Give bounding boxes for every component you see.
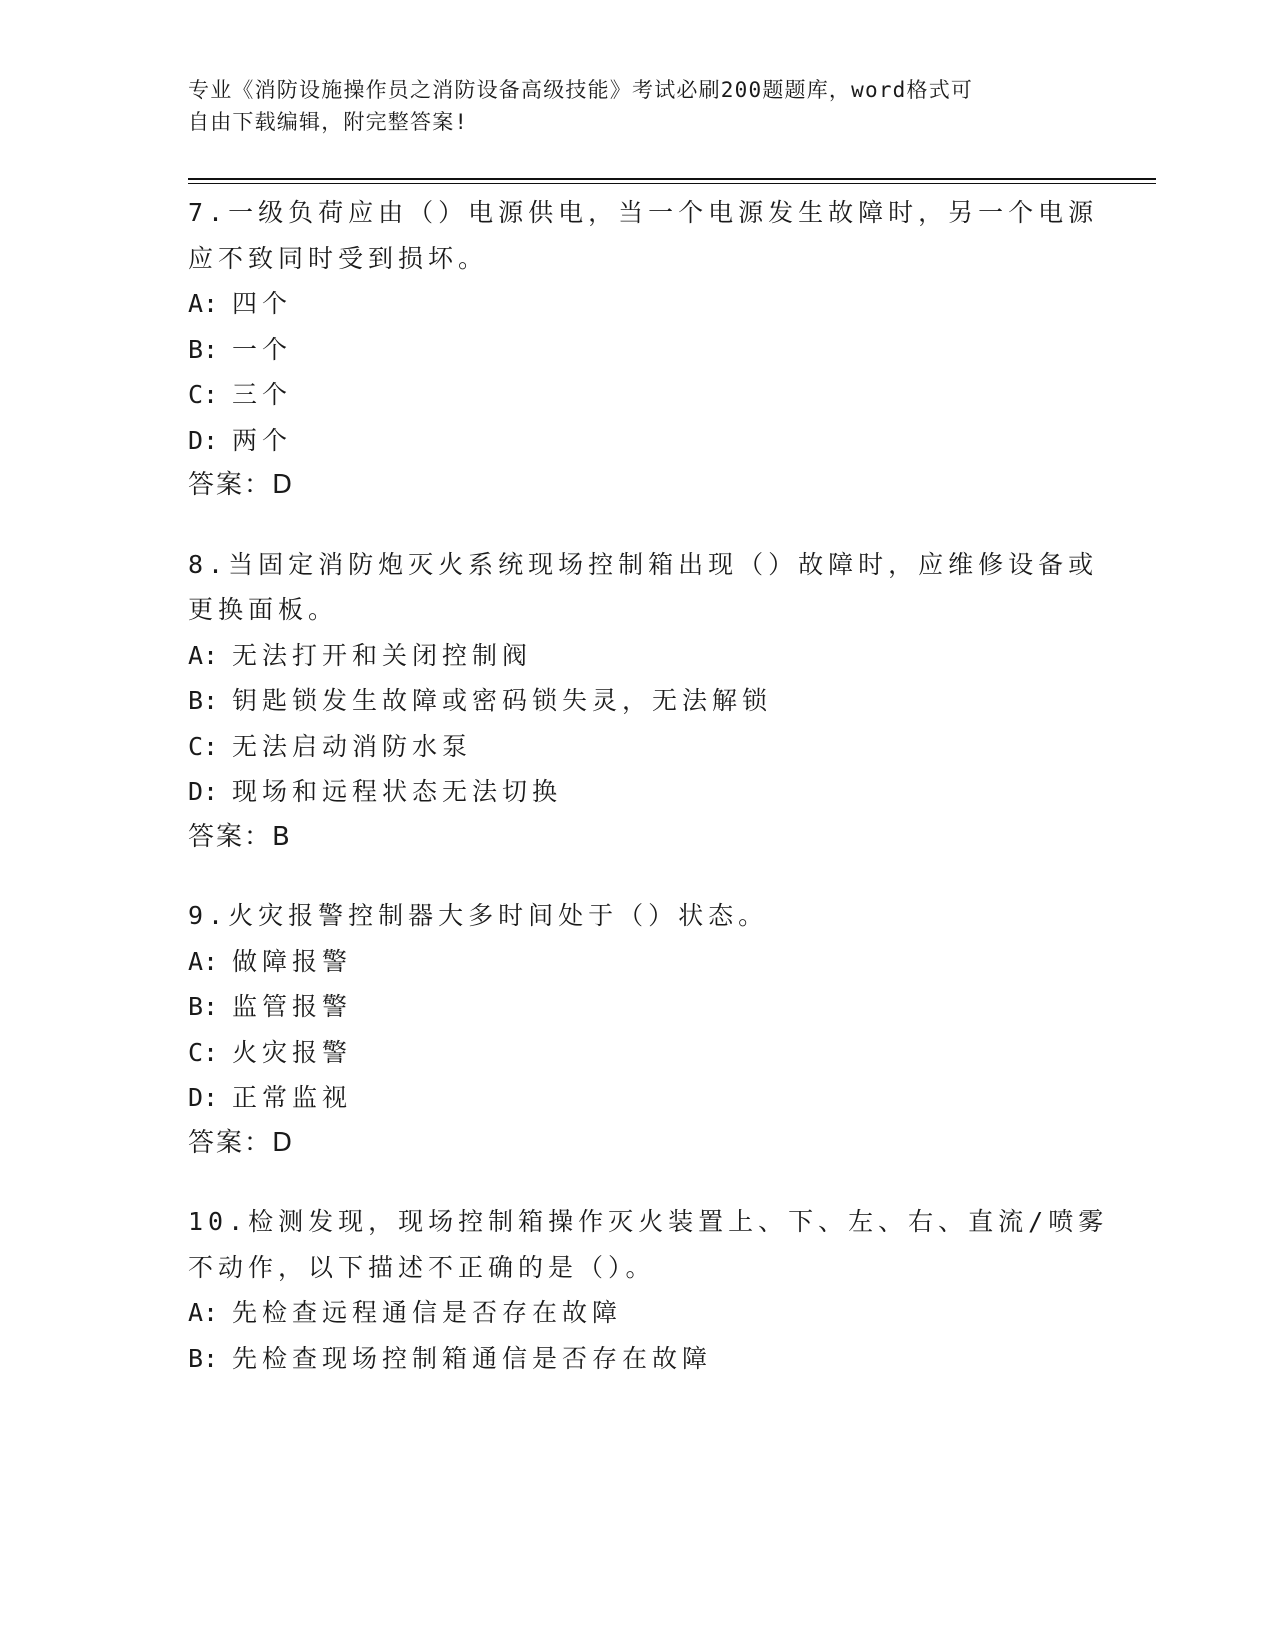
option-text: 四个 <box>232 289 293 318</box>
option-text: 火灾报警 <box>232 1037 353 1067</box>
option-key: B: <box>188 992 219 1021</box>
option-c <box>188 1030 1068 1076</box>
question-stem-line: 应不致同时受到损坏。 <box>188 243 489 273</box>
option-key: A: <box>188 1298 219 1327</box>
option-c <box>188 724 1068 770</box>
question-stem-line: 10.检测发现，现场控制箱操作灭火装置上、下、左、右、直流/喷雾 <box>188 1207 1109 1236</box>
question-9 <box>188 893 1068 1166</box>
option-text: 先检查现场控制箱通信是否存在故障 <box>232 1343 713 1373</box>
question-stem-line: 8.当固定消防炮灭火系统现场控制箱出现（）故障时，应维修设备或 <box>188 549 1099 579</box>
option-text: 正常监视 <box>232 1083 353 1112</box>
option-key: B: <box>188 686 219 715</box>
option-text: 无法打开和关闭控制阀 <box>232 640 533 670</box>
option-c <box>188 372 1068 418</box>
header-line-2: 自由下载编辑，附完整答案! <box>188 110 469 134</box>
option-text: 一个 <box>232 334 293 364</box>
answer-line: 答案：D <box>188 1127 295 1158</box>
option-key: B: <box>188 1343 219 1373</box>
question-8 <box>188 542 1099 861</box>
option-key: C: <box>188 380 219 409</box>
option-text: 三个 <box>232 380 293 409</box>
header-divider-thick <box>188 178 1156 180</box>
header-line-1: 专业《消防设施操作员之消防设备高级技能》考试必刷200题题库，word格式可 <box>188 78 974 102</box>
option-key: D: <box>188 425 219 455</box>
option-text: 先检查远程通信是否存在故障 <box>232 1298 623 1327</box>
header-divider-thin <box>188 183 1156 184</box>
question-stem-line: 不动作，以下描述不正确的是（）。 <box>188 1252 656 1282</box>
option-key: D: <box>188 1083 219 1112</box>
option-key: D: <box>188 777 219 806</box>
question-10 <box>188 1199 1109 1381</box>
option-d <box>188 418 1068 464</box>
option-d <box>188 1075 1068 1121</box>
option-a <box>188 939 1068 985</box>
question-7 <box>188 190 1099 509</box>
option-b <box>188 678 1068 724</box>
option-text: 钥匙锁发生故障或密码锁失灵，无法解锁 <box>232 686 773 715</box>
answer-line: 答案：B <box>188 821 292 852</box>
option-text: 监管报警 <box>232 992 353 1021</box>
option-a <box>188 281 1068 327</box>
question-stem-line: 9.火灾报警控制器大多时间处于（）状态。 <box>188 901 769 930</box>
document-header <box>188 74 1088 138</box>
option-b <box>188 984 1068 1030</box>
option-key: C: <box>188 731 219 761</box>
option-a <box>188 1290 1068 1336</box>
option-key: C: <box>188 1037 219 1067</box>
option-text: 做障报警 <box>232 946 353 976</box>
option-text: 现场和远程状态无法切换 <box>232 777 563 806</box>
option-d <box>188 769 1068 815</box>
question-stem-line: 7.一级负荷应由（）电源供电，当一个电源发生故障时，另一个电源 <box>188 198 1099 227</box>
option-text: 两个 <box>232 425 293 455</box>
question-stem-line: 更换面板。 <box>188 595 339 624</box>
option-key: A: <box>188 289 219 318</box>
option-key: B: <box>188 334 219 364</box>
option-b <box>188 327 1068 373</box>
option-b <box>188 1336 1068 1382</box>
option-text: 无法启动消防水泵 <box>232 731 473 761</box>
answer-line: 答案：D <box>188 470 295 500</box>
option-a <box>188 633 1068 679</box>
option-key: A: <box>188 946 219 976</box>
option-key: A: <box>188 640 219 670</box>
question-list <box>188 190 1109 1414</box>
